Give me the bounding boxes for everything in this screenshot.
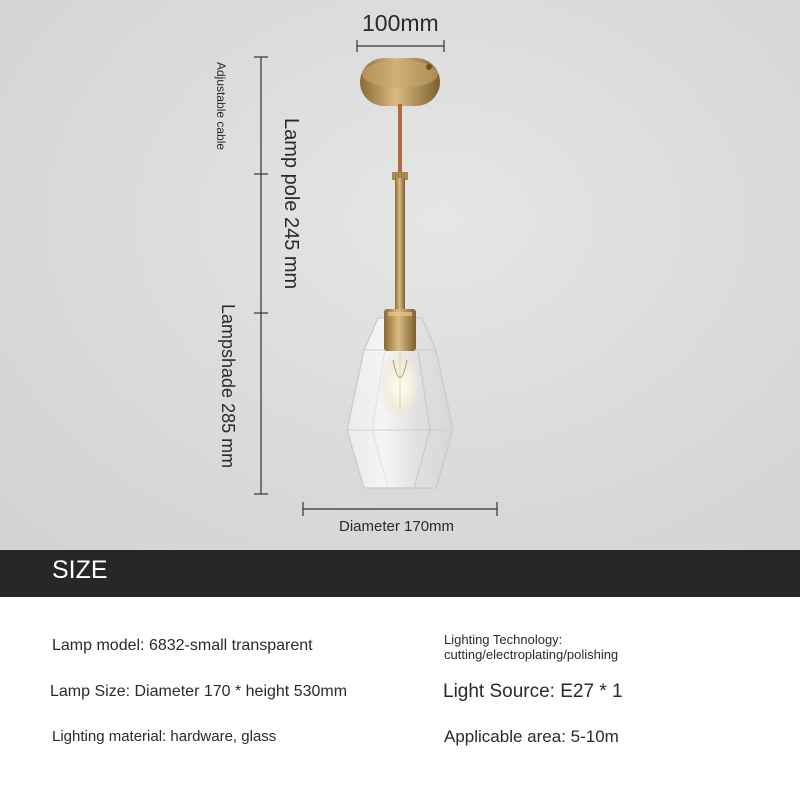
adjustable-cable-label: Adjustable cable xyxy=(214,62,228,151)
diameter-label: Diameter 170mm xyxy=(339,518,455,535)
light-bulb xyxy=(378,351,422,419)
diameter-dimension-line xyxy=(303,502,497,516)
cable xyxy=(398,104,402,176)
base-width-label: 100mm xyxy=(362,10,439,36)
spec-applicable-area: Applicable area: 5-10m xyxy=(444,727,619,746)
size-title: SIZE xyxy=(52,556,108,584)
spec-lighting-material: Lighting material: hardware, glass xyxy=(52,728,277,745)
lamp-pole xyxy=(392,172,408,310)
spec-lamp-size: Lamp Size: Diameter 170 * height 530mm xyxy=(50,683,348,700)
height-dimension-line xyxy=(254,57,268,494)
spec-lighting-technology: Lighting Technology: cutting/electroplating/polishing xyxy=(444,632,619,662)
spec-light-source: Light Source: E27 * 1 xyxy=(443,681,623,702)
lamp-pole-label: Lamp pole 245 mm xyxy=(280,118,302,290)
brass-socket xyxy=(384,309,416,351)
base-width-dimension-line xyxy=(357,40,444,52)
spec-lamp-model: Lamp model: 6832-small transparent xyxy=(52,637,313,654)
size-banner xyxy=(0,550,800,597)
ceiling-canopy xyxy=(360,58,440,106)
lampshade-label: Lampshade 285 mm xyxy=(218,304,238,469)
